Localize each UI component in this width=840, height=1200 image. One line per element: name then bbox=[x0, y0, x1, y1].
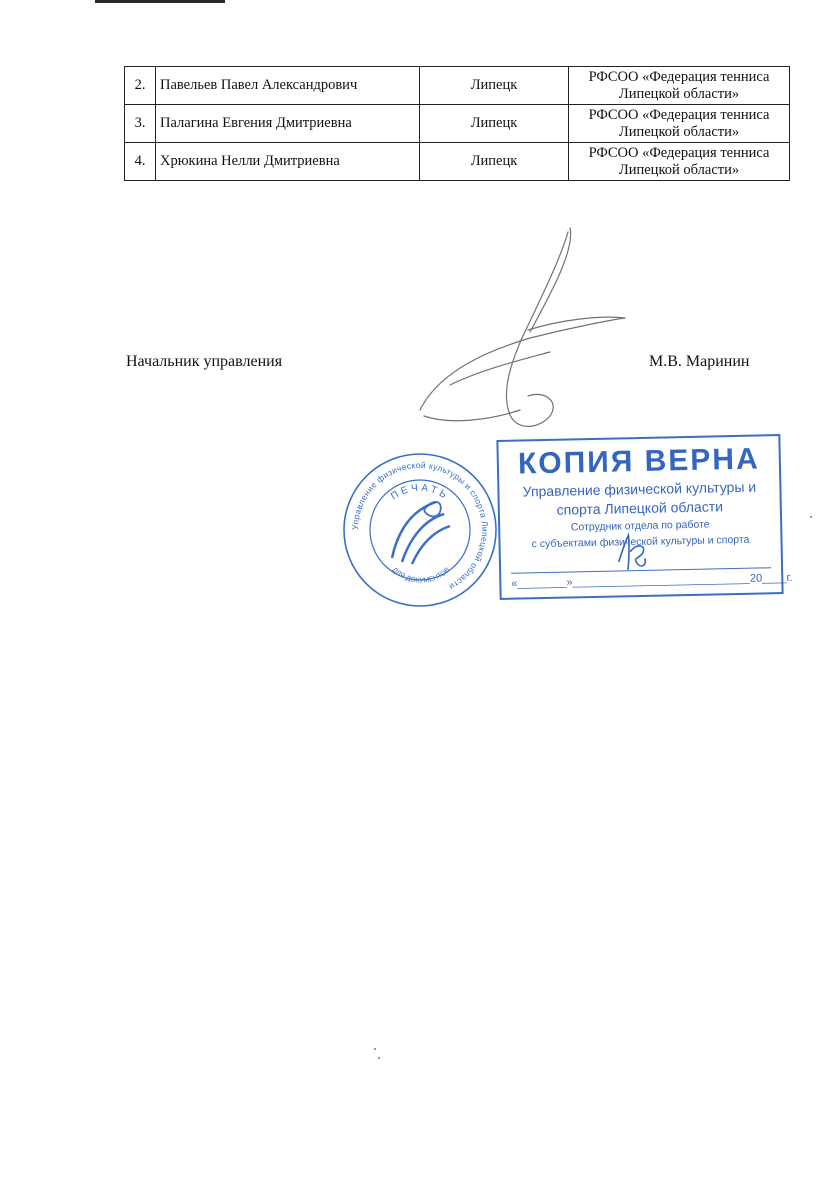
stamp-title: КОПИЯ ВЕРНА bbox=[517, 442, 761, 481]
participant-organization bbox=[569, 143, 790, 181]
scan-speck bbox=[378, 1057, 380, 1059]
stamp-date-line: «________»_____________________________20____г. bbox=[511, 567, 771, 589]
scan-speck bbox=[810, 516, 812, 518]
stamp-staff-line-2: с субъектами физической культуры и спорта bbox=[531, 533, 750, 551]
organization-line-1: РФСОО «Федерация тенниса bbox=[588, 144, 770, 161]
stamp-initials-signature bbox=[612, 531, 653, 574]
participant-name: Палагина Евгения Дмитриевна bbox=[156, 105, 420, 143]
organization-line-2: Липецкой области» bbox=[618, 85, 740, 102]
page-top-edge bbox=[95, 0, 225, 3]
table-row bbox=[125, 67, 790, 105]
copy-verified-stamp bbox=[496, 434, 793, 600]
round-seal bbox=[340, 450, 500, 610]
seal-center-label: ПЕЧАТЬ bbox=[389, 482, 451, 503]
participant-name: Павельев Павел Александрович bbox=[156, 67, 420, 105]
participant-organization bbox=[569, 105, 790, 143]
participant-city: Липецк bbox=[420, 143, 569, 181]
participant-city: Липецк bbox=[420, 67, 569, 105]
organization-line-2: Липецкой области» bbox=[618, 161, 740, 178]
organization-line-1: РФСОО «Федерация тенниса bbox=[588, 106, 770, 123]
row-number: 2. bbox=[125, 67, 156, 105]
seal-outer-text: Управление физической культуры и спорта Липецкой области bbox=[349, 459, 491, 593]
participant-city: Липецк bbox=[420, 105, 569, 143]
participants-table bbox=[124, 66, 790, 181]
seal-bottom-label: ДЛЯ ДОКУМЕНТОВ bbox=[390, 566, 452, 585]
stamp-staff-line-1: Сотрудник отдела по работе bbox=[570, 518, 710, 534]
participant-organization bbox=[569, 67, 790, 105]
stamp-organization-line-2: спорта Липецкой области bbox=[556, 498, 724, 518]
svg-text:ДЛЯ ДОКУМЕНТОВ bbox=[391, 566, 452, 584]
row-number: 4. bbox=[125, 143, 156, 181]
signer-position: Начальник управления bbox=[126, 353, 283, 370]
table-row bbox=[125, 143, 790, 181]
stamp-organization-line-1: Управление физической культуры и bbox=[522, 478, 757, 500]
scan-speck bbox=[374, 1048, 376, 1050]
row-number: 3. bbox=[125, 105, 156, 143]
signer-name: М.В. Маринин bbox=[649, 353, 750, 370]
table-row bbox=[125, 105, 790, 143]
organization-line-2: Липецкой области» bbox=[618, 123, 740, 140]
organization-line-1: РФСОО «Федерация тенниса bbox=[588, 68, 770, 85]
participant-name: Хрюкина Нелли Дмитриевна bbox=[156, 143, 420, 181]
handwritten-signature bbox=[410, 220, 650, 450]
